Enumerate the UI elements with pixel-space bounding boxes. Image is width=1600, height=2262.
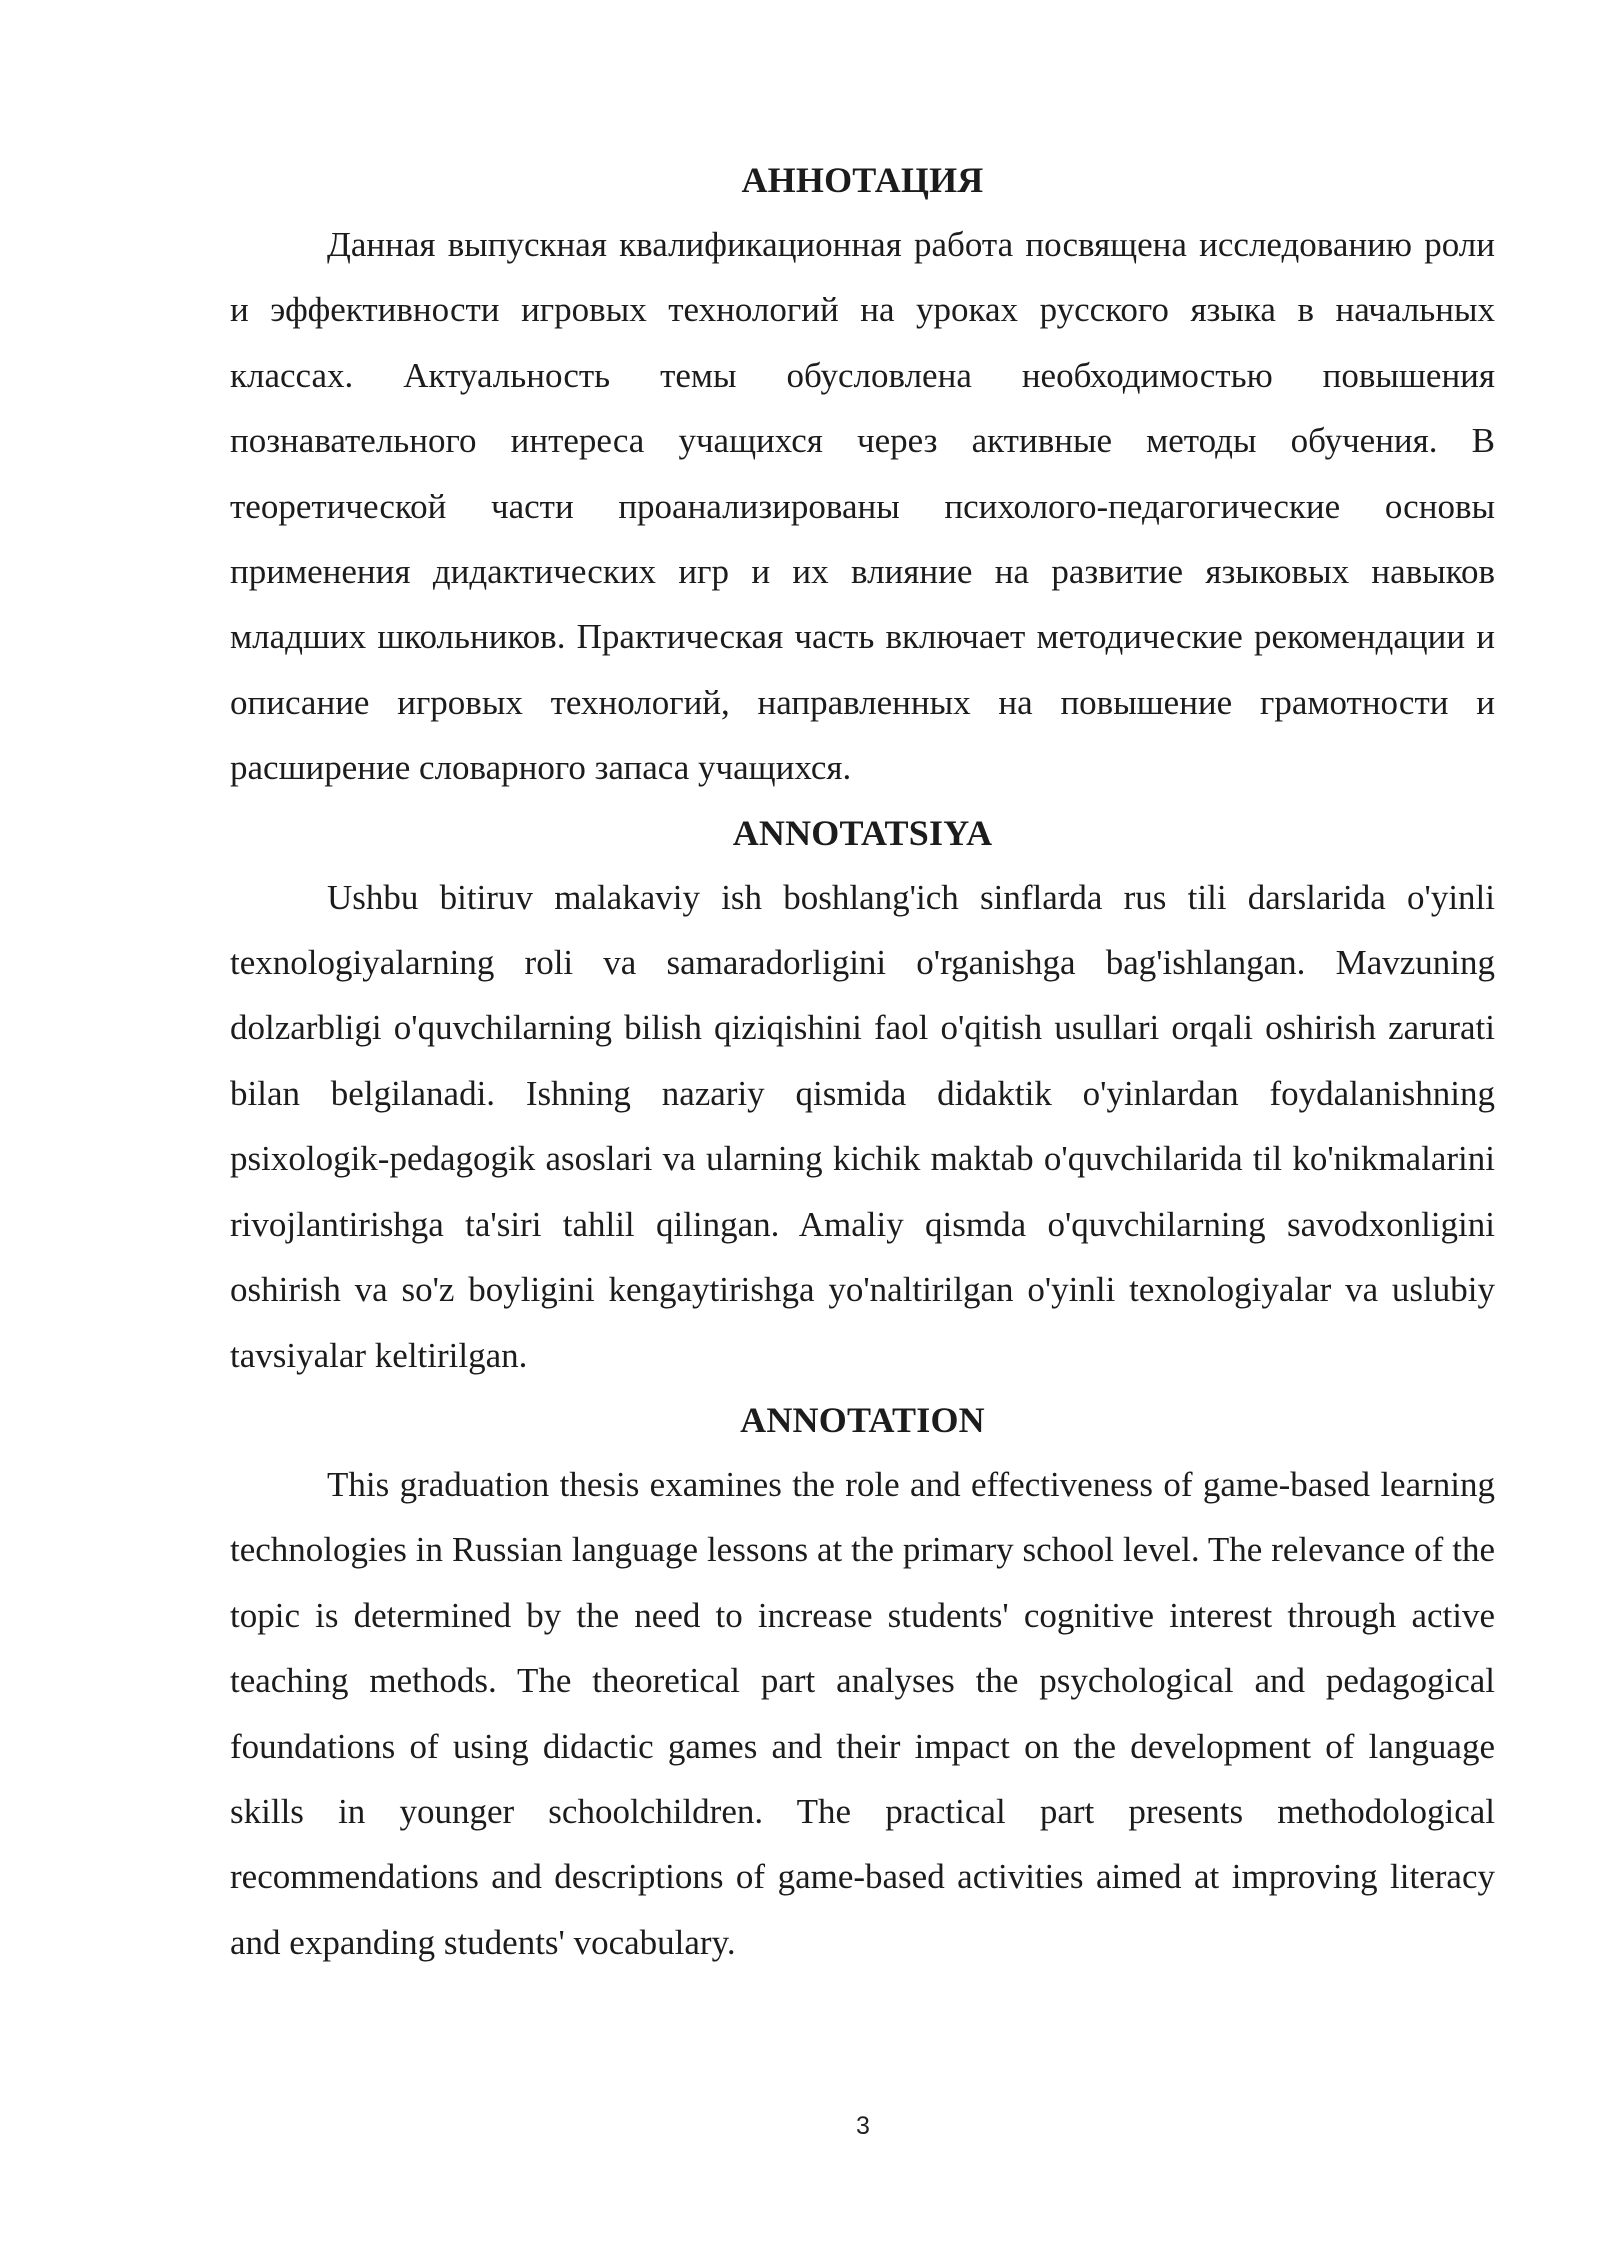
section-paragraph-uzbek: Ushbu bitiruv malakaviy ish boshlang'ich sinflarda rus tili darslarida o'yinli texnologiyalarning roli va samaradorligini o'rganishga bag'ishlangan. Mavzuning dolzarbligi o'quvchilarning bilish qiziqishini faol o'qitish usullari orqali oshirish zarurati bilan belgilanadi. Ishning nazariy qismida didaktik o'yinlardan foydalanishning psixologik-pedagogik asoslari va ularning kichik maktab o'quvchilarida til ko'nikmalarini rivojlantirishga ta'siri tahlil qilingan. Amaliy qismda o'quvchilarning savodxonligini oshirish va so'z boyligini kengaytirishga yo'naltirilgan o'yinli texnologiyalar va uslubiy tavsiyalar keltirilgan. <box>230 877 1495 1375</box>
section-paragraph-russian: Данная выпускная квалификационная работа посвящена исследованию роли и эффективности игровых технологий на уроках русского языка в начальных классах. Актуальность темы обусловлена необходимостью повышения познавательного интереса учащихся через активные методы обучения. В теоретической части проанализированы психолого-педагогические основы применения дидактических игр и их влияние на развитие языковых навыков младших школьников. Практическая часть включает методические рекомендации и описание игровых технологий, направленных на повышение грамотности и расширение словарного запаса учащихся. <box>230 225 1495 788</box>
page-number: 3 <box>856 2112 870 2140</box>
annotation-russian <box>230 148 1495 801</box>
section-paragraph-english: This graduation thesis examines the role and effectiveness of game-based learning technologies in Russian language lessons at the primary school level. The relevance of the topic is determined by the need to increase students' cognitive interest through active teaching methods. The theoretical part analyses the psychological and pedagogical foundations of using didactic games and their impact on the development of language skills in younger schoolchildren. The practical part presents methodological recommendations and descriptions of game-based activities aimed at improving literacy and expanding students' vocabulary. <box>230 1464 1495 1962</box>
document-page <box>230 148 1495 1975</box>
section-heading-russian: АННОТАЦИЯ <box>741 160 984 200</box>
section-heading-english: ANNOTATION <box>740 1399 985 1440</box>
annotation-english <box>230 1388 1495 1975</box>
section-heading-uzbek: ANNOTATSIYA <box>732 812 993 853</box>
annotation-uzbek <box>230 801 1495 1388</box>
